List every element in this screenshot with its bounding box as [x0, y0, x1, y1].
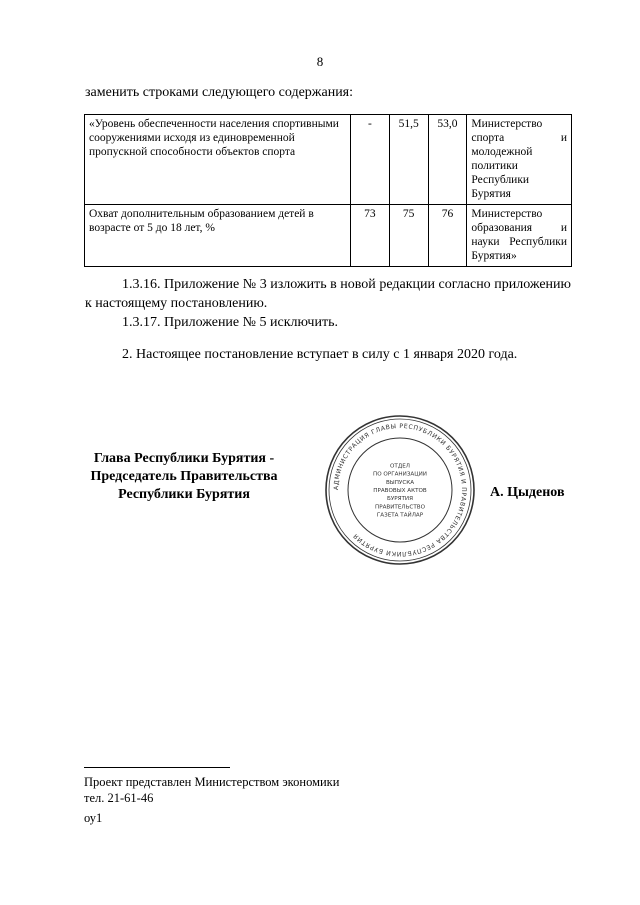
footnote: [84, 774, 339, 806]
signatory-title: [84, 450, 284, 504]
intro-text: заменить строками следующего содержания:: [85, 85, 354, 100]
seal-center-line: БУРЯТИЯ: [387, 496, 413, 503]
paragraph-1-3-17: [85, 313, 571, 332]
value-cell: 73: [351, 205, 390, 267]
indicator-name-cell: Охват дополнительным образованием детей в возрасте от 5 до 18 лет, %: [85, 205, 351, 267]
seal-center-text: [373, 463, 427, 518]
seal-center-line: ОТДЕЛ: [390, 463, 410, 470]
seal-center-line: ПРАВОВЫХ АКТОВ: [373, 488, 427, 494]
responsible-cell: Министерство образования и науки Республики Бурятия»: [467, 205, 572, 267]
paragraph-text: 1.3.17. Приложение № 5 исключить.: [122, 315, 338, 330]
document-code: оу1: [84, 811, 103, 825]
amendment-table: [84, 114, 572, 267]
seal-ring-text: АДМИНИСТРАЦИЯ ГЛАВЫ РЕСПУБЛИКИ БУРЯТИЯ И ПРАВИТЕЛЬСТВА РЕСПУБЛИКИ БУРЯТИЯ: [332, 422, 468, 558]
signer-name: А. Цыденов: [490, 485, 565, 500]
seal-center-line: ПО ОРГАНИЗАЦИИ: [373, 471, 427, 478]
paragraph-text: 1.3.16. Приложение № 3 изложить в новой редакции согласно приложению к настоящему постановлению.: [85, 277, 571, 311]
value-cell: 75: [389, 205, 428, 267]
table-row: [85, 115, 572, 205]
paragraph-2: [85, 345, 571, 364]
official-seal: [322, 412, 478, 568]
seal-center-line: ВЫПУСКА: [385, 479, 415, 486]
page-number: 8: [316, 54, 324, 69]
footnote-divider: [84, 767, 230, 768]
paragraph-text: 2. Настоящее постановление вступает в силу с 1 января 2020 года.: [122, 347, 518, 362]
responsible-cell: Министерство спорта и молодежной политики Республики Бурятия: [467, 115, 572, 205]
paragraph-1-3-16: [85, 275, 571, 313]
signatory-title-line: Республики Бурятия: [118, 487, 250, 502]
value-cell: -: [351, 115, 390, 205]
footnote-line: Проект представлен Министерством экономики: [84, 775, 340, 789]
value-cell: 51,5: [389, 115, 428, 205]
table-row: [85, 205, 572, 267]
signatory-title-line: Глава Республики Бурятия -: [93, 451, 275, 466]
seal-center-line: ГАЗЕТА ТАЙЛАР: [376, 512, 424, 519]
indicator-name-cell: «Уровень обеспеченности населения спортивными сооружениями исходя из единовременной пропускной способности объектов спорта: [85, 115, 351, 205]
value-cell: 76: [428, 205, 467, 267]
signatory-title-line: Председатель Правительства: [90, 469, 278, 484]
value-cell: 53,0: [428, 115, 467, 205]
seal-center-line: ПРАВИТЕЛЬСТВО: [375, 504, 425, 511]
footnote-line: тел. 21-61-46: [84, 791, 154, 805]
